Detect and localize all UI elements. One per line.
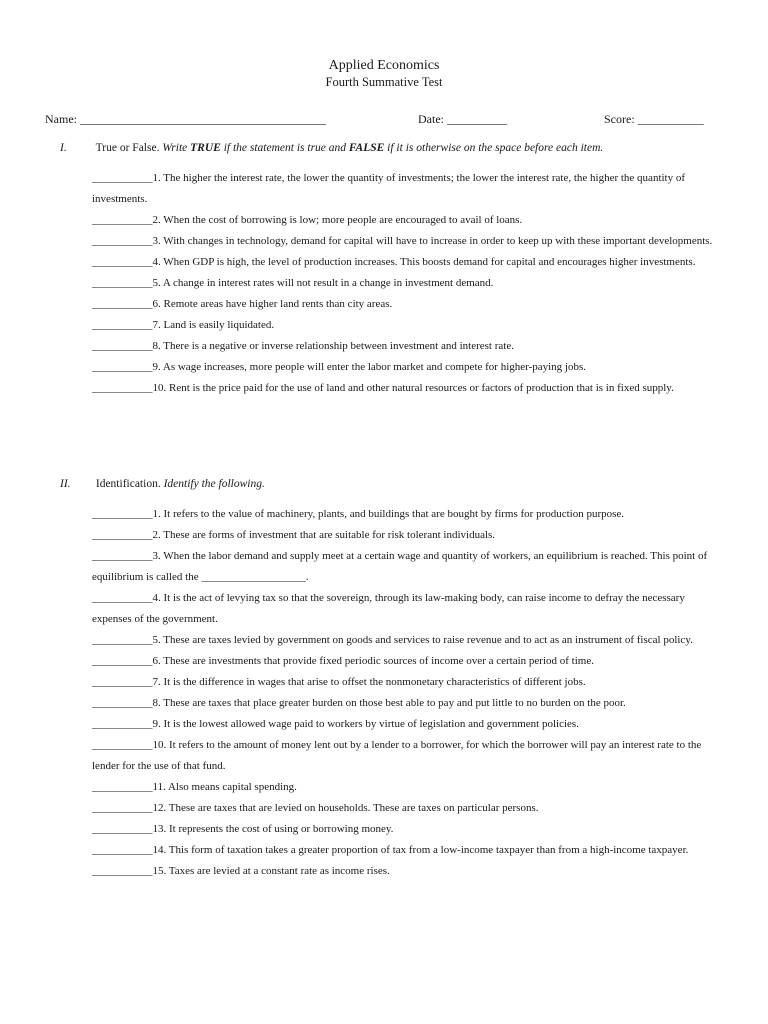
true-false-item: ___________1. The higher the interest rate, the lower the quantity of investments; the lower the interest rate, the higher the quantity of investments. xyxy=(92,172,686,205)
identification-item: ___________3. When the labor demand and supply meet at a certain wage and quantity of workers, an equilibrium is reached. This point of equilibrium is called the ___________________. xyxy=(92,550,708,583)
identification-item: ___________9. It is the lowest allowed wage paid to workers by virtue of legislation and government policies. xyxy=(92,718,579,730)
identification-item: ___________12. These are taxes that are levied on households. These are taxes on particular persons. xyxy=(92,802,539,814)
true-false-item: ___________3. With changes in technology, demand for capital will have to increase in order to keep up with these important developments. xyxy=(92,235,713,247)
section-2-heading xyxy=(60,478,265,490)
true-false-item: ___________8. There is a negative or inverse relationship between investment and interest rate. xyxy=(92,340,514,352)
identification-item: ___________2. These are forms of investment that are suitable for risk tolerant individuals. xyxy=(92,529,496,541)
name-line xyxy=(45,112,326,127)
section-2-items xyxy=(92,504,727,882)
true-false-item: ___________4. When GDP is high, the level of production increases. This boosts demand for capital and encourages higher investments. xyxy=(92,256,696,268)
score-line xyxy=(604,112,704,127)
date-line xyxy=(418,112,507,127)
identification-item: ___________1. It refers to the value of machinery, plants, and buildings that are bought by firms for production purpose. xyxy=(92,508,625,520)
identification-item: ___________8. These are taxes that place greater burden on those best able to pay and put little to no burden on the poor. xyxy=(92,697,626,709)
identification-item: ___________7. It is the difference in wages that arise to offset the nonmonetary characteristics of different jobs. xyxy=(92,676,586,688)
identification-item: ___________14. This form of taxation takes a greater proportion of tax from a low-income taxpayer than from a high-income taxpayer. xyxy=(92,844,689,856)
true-false-item: ___________7. Land is easily liquidated. xyxy=(92,319,275,331)
identification-item: ___________11. Also means capital spending. xyxy=(92,781,297,793)
section-1-items xyxy=(92,168,727,399)
section-2-instruction: Identify the following. xyxy=(163,478,265,490)
true-false-item: ___________6. Remote areas have higher land rents than city areas. xyxy=(92,298,393,310)
section-1-heading xyxy=(60,142,603,154)
name-blank: _________________________________________ xyxy=(80,112,326,126)
identification-item: ___________5. These are taxes levied by government on goods and services to raise revenue and to act as an instrument of fiscal policy. xyxy=(92,634,693,646)
score-blank: ___________ xyxy=(637,112,704,126)
score-label: Score: xyxy=(604,112,635,126)
true-false-item: ___________5. A change in interest rates will not result in a change in investment demand. xyxy=(92,277,494,289)
date-label: Date: xyxy=(418,112,444,126)
identification-item: ___________6. These are investments that provide fixed periodic sources of income over a certain period of time. xyxy=(92,655,594,667)
identification-item: ___________4. It is the act of levying tax so that the sovereign, through its law-making body, can raise income to defray the necessary expenses of the government. xyxy=(92,592,685,625)
section-2-label: Identification. xyxy=(95,478,161,490)
section-1-instruction: Write TRUE if the statement is true and FALSE if it is otherwise on the space before each item. xyxy=(162,142,604,154)
identification-item: ___________15. Taxes are levied at a constant rate as income rises. xyxy=(92,865,390,877)
document-title: Applied Economics xyxy=(328,58,440,73)
true-false-item: ___________10. Rent is the price paid for the use of land and other natural resources or factors of production that is in fixed supply. xyxy=(92,382,674,394)
identification-item: ___________10. It refers to the amount of money lent out by a lender to a borrower, for which the borrower will pay an interest rate to the lender for the use of that fund. xyxy=(92,739,702,772)
true-false-item: ___________2. When the cost of borrowing is low; more people are encouraged to avail of loans. xyxy=(92,214,523,226)
date-blank: __________ xyxy=(447,112,507,126)
section-1-number: I. xyxy=(60,142,67,154)
identification-item: ___________13. It represents the cost of using or borrowing money. xyxy=(92,823,394,835)
name-label: Name: xyxy=(45,112,77,126)
document-subtitle: Fourth Summative Test xyxy=(325,75,443,89)
section-2-number: II. xyxy=(60,478,71,490)
true-false-item: ___________9. As wage increases, more people will enter the labor market and compete for higher-paying jobs. xyxy=(92,361,587,373)
section-1-label: True or False. xyxy=(95,142,160,154)
